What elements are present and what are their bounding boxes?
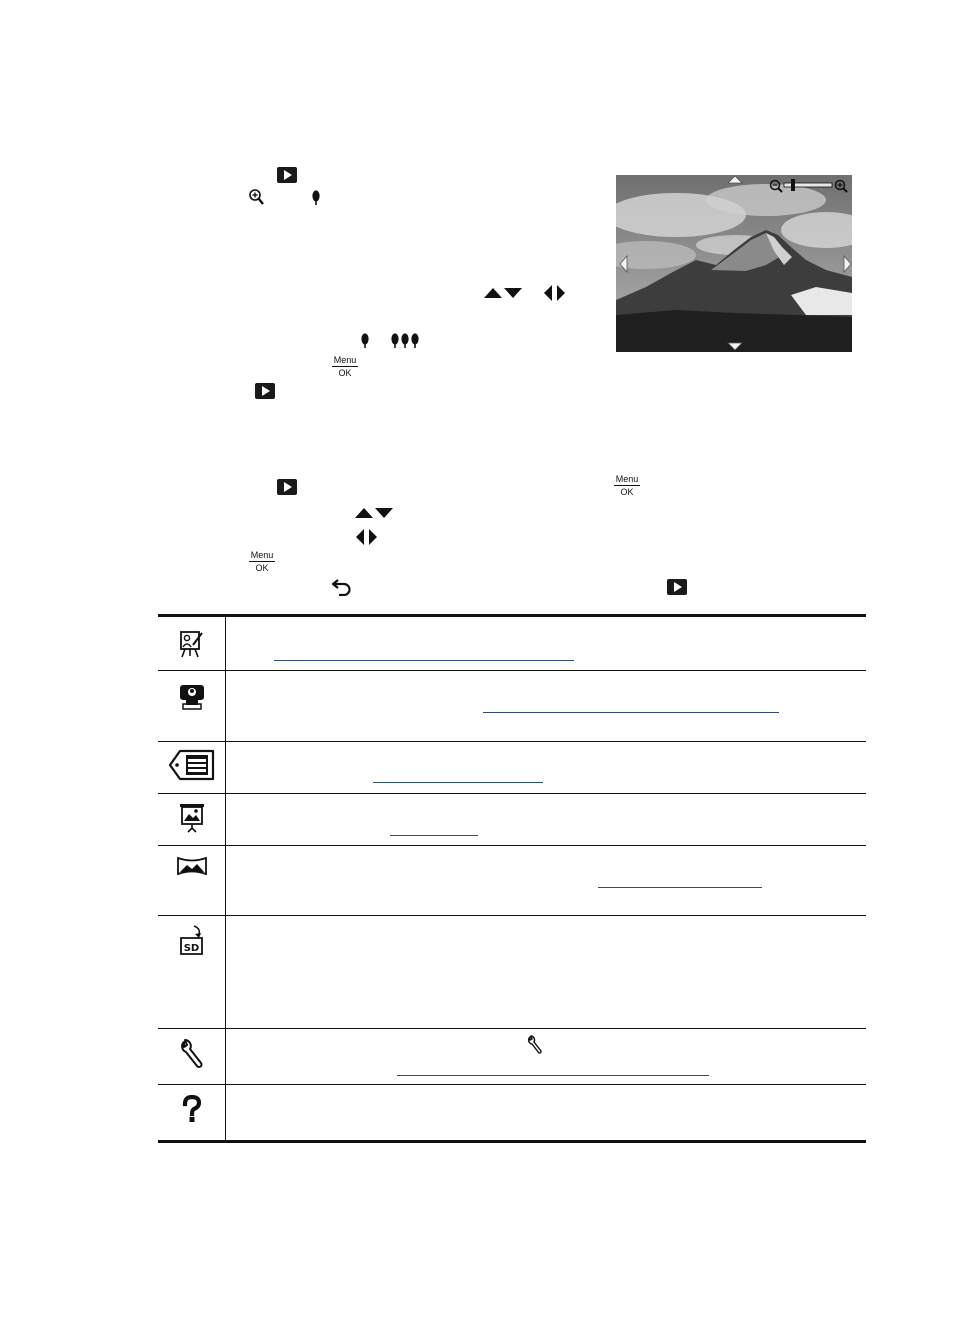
menu-ok-button-glyph: Menu OK — [250, 550, 274, 573]
three-trees-icon — [391, 333, 419, 354]
table-row — [158, 846, 866, 916]
up-down-arrows-icon — [355, 507, 393, 519]
photosmart-express-icon — [158, 681, 225, 711]
link[interactable] — [274, 660, 574, 661]
playback-icon — [277, 479, 297, 495]
playback-icon — [667, 579, 687, 595]
table-row — [158, 1029, 866, 1085]
table-row — [158, 916, 866, 1029]
table-row — [158, 671, 866, 742]
link[interactable] — [390, 835, 478, 836]
wrench-icon — [527, 1035, 543, 1060]
left-right-arrows-icon — [355, 529, 379, 545]
wrench-icon — [158, 1039, 225, 1069]
table-row — [158, 794, 866, 846]
playback-icon — [255, 383, 275, 399]
playback-icon — [277, 167, 297, 183]
back-arrow-icon — [331, 578, 353, 601]
menu-ok-button-glyph: Menu OK — [333, 355, 357, 378]
slideshow-icon — [158, 802, 225, 834]
tree-icon — [312, 190, 320, 206]
link[interactable] — [483, 712, 779, 713]
tag-icon — [158, 747, 225, 783]
tree-icon — [361, 333, 369, 349]
zoomed-photo-preview — [616, 175, 852, 352]
link[interactable] — [598, 887, 762, 888]
table-row — [158, 1085, 866, 1138]
panorama-icon — [158, 856, 225, 876]
help-icon — [158, 1095, 225, 1125]
link[interactable] — [397, 1075, 709, 1076]
menu-ok-button-glyph: Menu OK — [615, 474, 639, 497]
left-right-arrows-icon — [543, 285, 567, 301]
up-down-arrows-icon — [484, 287, 522, 299]
sd-card-icon — [158, 924, 225, 956]
playback-menu-table — [158, 614, 866, 1143]
svg-text:SD: SD — [183, 943, 199, 954]
link[interactable] — [373, 782, 543, 783]
design-gallery-icon — [158, 629, 225, 659]
zoom-in-icon — [249, 189, 265, 212]
table-row — [158, 742, 866, 794]
table-row — [158, 617, 866, 671]
